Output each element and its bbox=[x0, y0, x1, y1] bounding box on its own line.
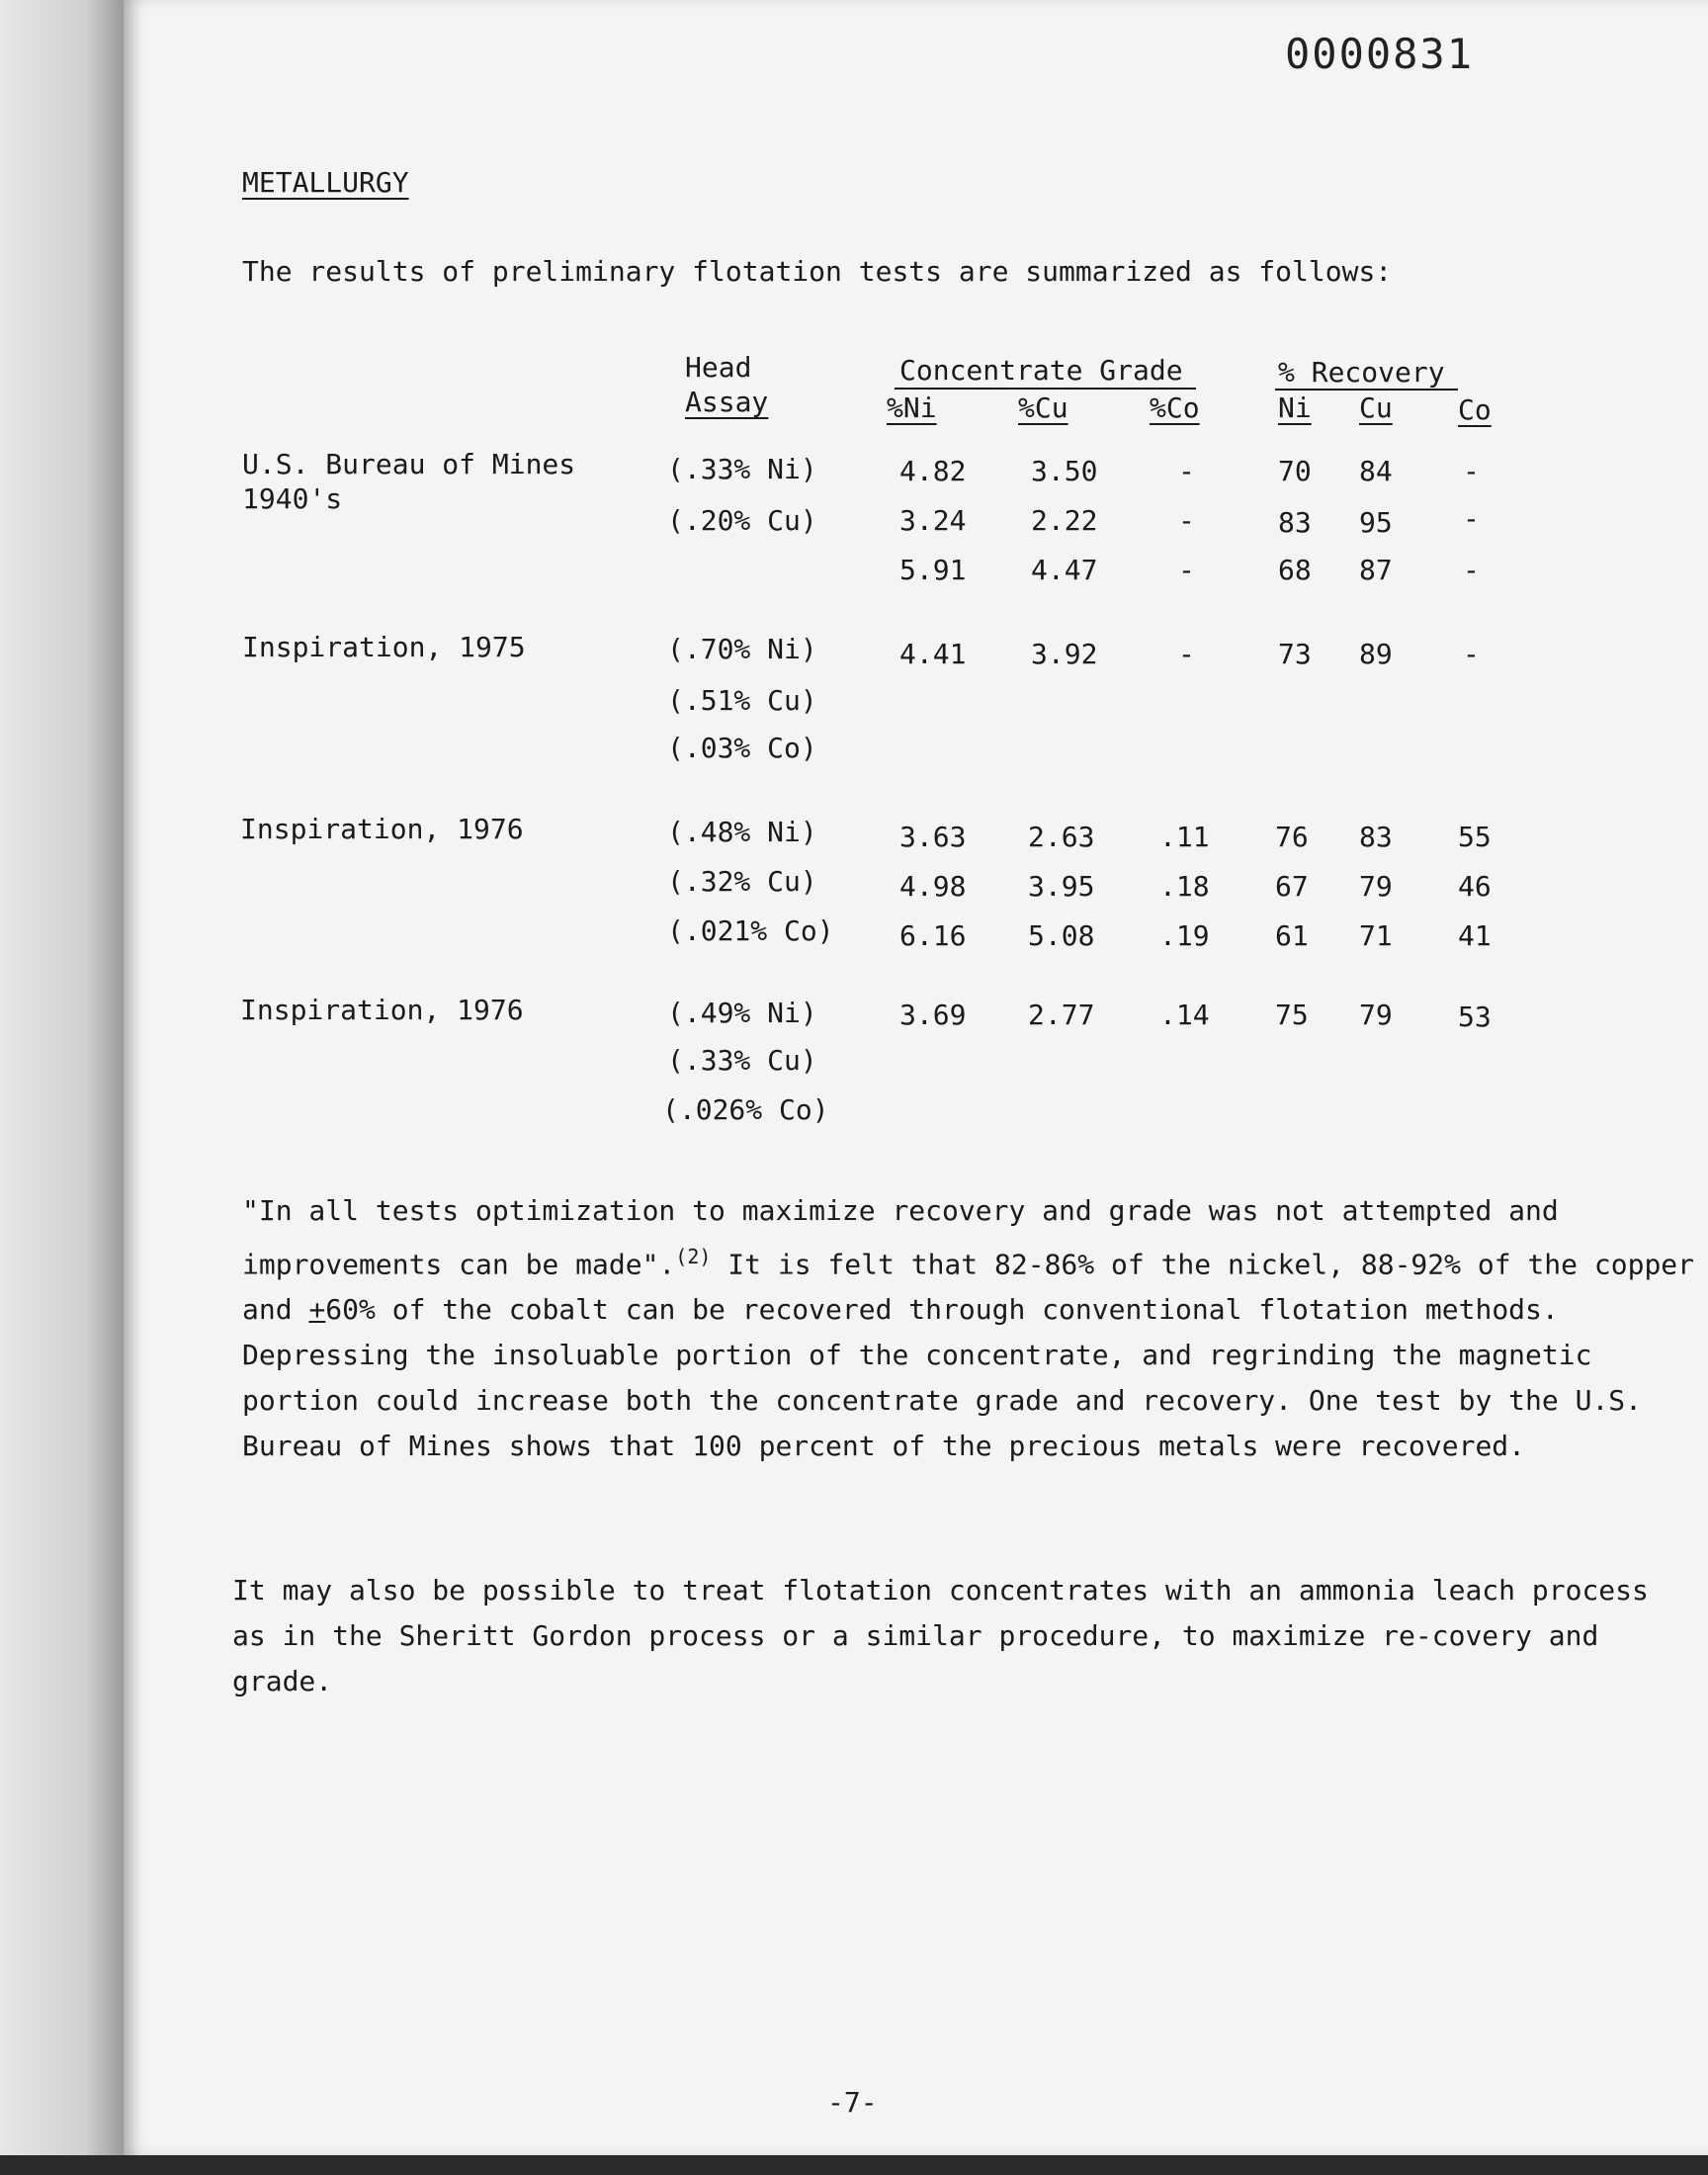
head-assay-value: (.49% Ni) bbox=[667, 997, 817, 1029]
cu-recovery: 79 bbox=[1359, 870, 1393, 903]
head-assay-value: (.026% Co) bbox=[662, 1093, 829, 1126]
recovery-rule bbox=[1275, 389, 1458, 391]
group-label: Inspiration, 1976 bbox=[240, 994, 524, 1026]
group-label: Inspiration, 1976 bbox=[240, 813, 524, 845]
ni-grade: 4.82 bbox=[899, 455, 967, 487]
ni-recovery: 76 bbox=[1275, 821, 1309, 853]
intro-sentence: The results of preliminary flotation tests are summarized as follows: bbox=[242, 255, 1393, 288]
ni-grade: 3.63 bbox=[899, 821, 967, 853]
ni-grade: 3.69 bbox=[899, 999, 967, 1031]
co-grade: - bbox=[1178, 455, 1195, 487]
ni-recovery: 61 bbox=[1275, 919, 1309, 952]
head-assay-value: (.20% Cu) bbox=[667, 504, 817, 537]
plus-minus-sign: + bbox=[308, 1293, 326, 1327]
paragraph-ammonia-leach: It may also be possible to treat flotation concentrates with an ammonia leach process as in the Sheritt Gordon process or a similar procedure, to maximize re-covery and grade. bbox=[232, 1574, 1649, 1697]
head-assay-value: (.48% Ni) bbox=[667, 816, 817, 848]
head-assay-value: (.33% Cu) bbox=[667, 1044, 817, 1077]
co-recovery: 55 bbox=[1458, 821, 1492, 853]
ni-grade: 3.24 bbox=[899, 504, 967, 537]
cu-grade: 4.47 bbox=[1031, 554, 1098, 586]
co-grade: .18 bbox=[1159, 870, 1210, 903]
ni-recovery: 70 bbox=[1278, 455, 1312, 487]
cu-recovery: 89 bbox=[1359, 638, 1393, 670]
co-grade: .11 bbox=[1159, 821, 1210, 853]
ni-grade: 4.98 bbox=[899, 870, 967, 903]
ni-recovery: 73 bbox=[1278, 638, 1312, 670]
co-recovery: - bbox=[1463, 638, 1480, 670]
co-grade: - bbox=[1178, 554, 1195, 586]
cu-grade: 2.22 bbox=[1031, 504, 1098, 537]
co-grade: .14 bbox=[1159, 999, 1210, 1031]
head-assay-value: (.03% Co) bbox=[667, 732, 817, 764]
ni-grade: 4.41 bbox=[899, 638, 967, 670]
cu-recovery: 95 bbox=[1359, 506, 1393, 539]
paragraph-text: 60% of the cobalt can be recovered through conventional flotation methods. Depressing the insoluable portion of the concentrate, and regrinding the magnetic portion could increase both the concentrate grade and recovery. One test by the U.S. Bureau of Mines shows that 100 percent of the precious metals were recovered. bbox=[242, 1293, 1643, 1463]
ni-grade: 6.16 bbox=[899, 919, 967, 952]
page-number: -7- bbox=[827, 2086, 878, 2119]
header-cu: Cu bbox=[1359, 392, 1393, 424]
header-assay: Assay bbox=[685, 386, 769, 418]
cu-recovery: 79 bbox=[1359, 999, 1393, 1031]
cu-grade: 5.08 bbox=[1028, 919, 1095, 952]
header-cu-pct: %Cu bbox=[1018, 392, 1068, 424]
head-assay-value: (.51% Cu) bbox=[667, 684, 817, 717]
header-recovery: % Recovery bbox=[1278, 356, 1445, 389]
scan-left-margin bbox=[0, 0, 124, 2155]
ni-recovery: 75 bbox=[1275, 999, 1309, 1031]
ni-recovery: 67 bbox=[1275, 870, 1309, 903]
header-head: Head bbox=[685, 351, 752, 384]
head-assay-value: (.33% Ni) bbox=[667, 453, 817, 485]
paragraph-text: It is felt that 82-86% of the nickel, 88-92% of the copper and bbox=[242, 1248, 1695, 1327]
cu-recovery: 84 bbox=[1359, 455, 1393, 487]
co-grade: .19 bbox=[1159, 919, 1210, 952]
co-recovery: 53 bbox=[1458, 1000, 1492, 1033]
head-assay-value: (.70% Ni) bbox=[667, 633, 817, 665]
header-concentrate-grade: Concentrate Grade bbox=[899, 354, 1183, 387]
group-label: 1940's bbox=[242, 482, 343, 515]
cu-grade: 3.50 bbox=[1031, 455, 1098, 487]
head-assay-value: (.32% Cu) bbox=[667, 865, 817, 898]
header-co-pct: %Co bbox=[1150, 392, 1200, 424]
cu-recovery: 87 bbox=[1359, 554, 1393, 586]
concentrate-grade-rule bbox=[895, 388, 1196, 390]
document-number: 0000831 bbox=[1285, 30, 1475, 78]
cu-grade: 3.95 bbox=[1028, 870, 1095, 903]
header-ni: Ni bbox=[1278, 392, 1312, 424]
head-assay-value: (.021% Co) bbox=[667, 914, 834, 947]
ni-recovery: 83 bbox=[1278, 506, 1312, 539]
cu-grade: 3.92 bbox=[1031, 638, 1098, 670]
cu-recovery: 83 bbox=[1359, 821, 1393, 853]
header-ni-pct: %Ni bbox=[887, 392, 937, 424]
group-label: Inspiration, 1975 bbox=[242, 631, 526, 663]
section-heading: METALLURGY bbox=[242, 166, 409, 199]
co-grade: - bbox=[1178, 638, 1195, 670]
document-page bbox=[124, 0, 1708, 2155]
co-recovery: - bbox=[1463, 455, 1480, 487]
cu-recovery: 71 bbox=[1359, 919, 1393, 952]
cu-grade: 2.77 bbox=[1028, 999, 1095, 1031]
header-co: Co bbox=[1458, 393, 1492, 426]
co-grade: - bbox=[1178, 504, 1195, 537]
ni-grade: 5.91 bbox=[899, 554, 967, 586]
co-recovery: 41 bbox=[1458, 919, 1492, 952]
co-recovery: - bbox=[1463, 502, 1480, 535]
group-label: U.S. Bureau of Mines bbox=[242, 448, 576, 480]
scan-bottom-edge bbox=[0, 2155, 1708, 2175]
cu-grade: 2.63 bbox=[1028, 821, 1095, 853]
quote-text: "In all tests optimization to maximize recovery and grade was not attempted and improvements can be made". bbox=[242, 1194, 1559, 1281]
co-recovery: - bbox=[1463, 554, 1480, 586]
footnote-reference: (2) bbox=[675, 1245, 712, 1268]
co-recovery: 46 bbox=[1458, 870, 1492, 903]
paragraph-recovery-estimate bbox=[242, 1188, 1705, 1469]
ni-recovery: 68 bbox=[1278, 554, 1312, 586]
